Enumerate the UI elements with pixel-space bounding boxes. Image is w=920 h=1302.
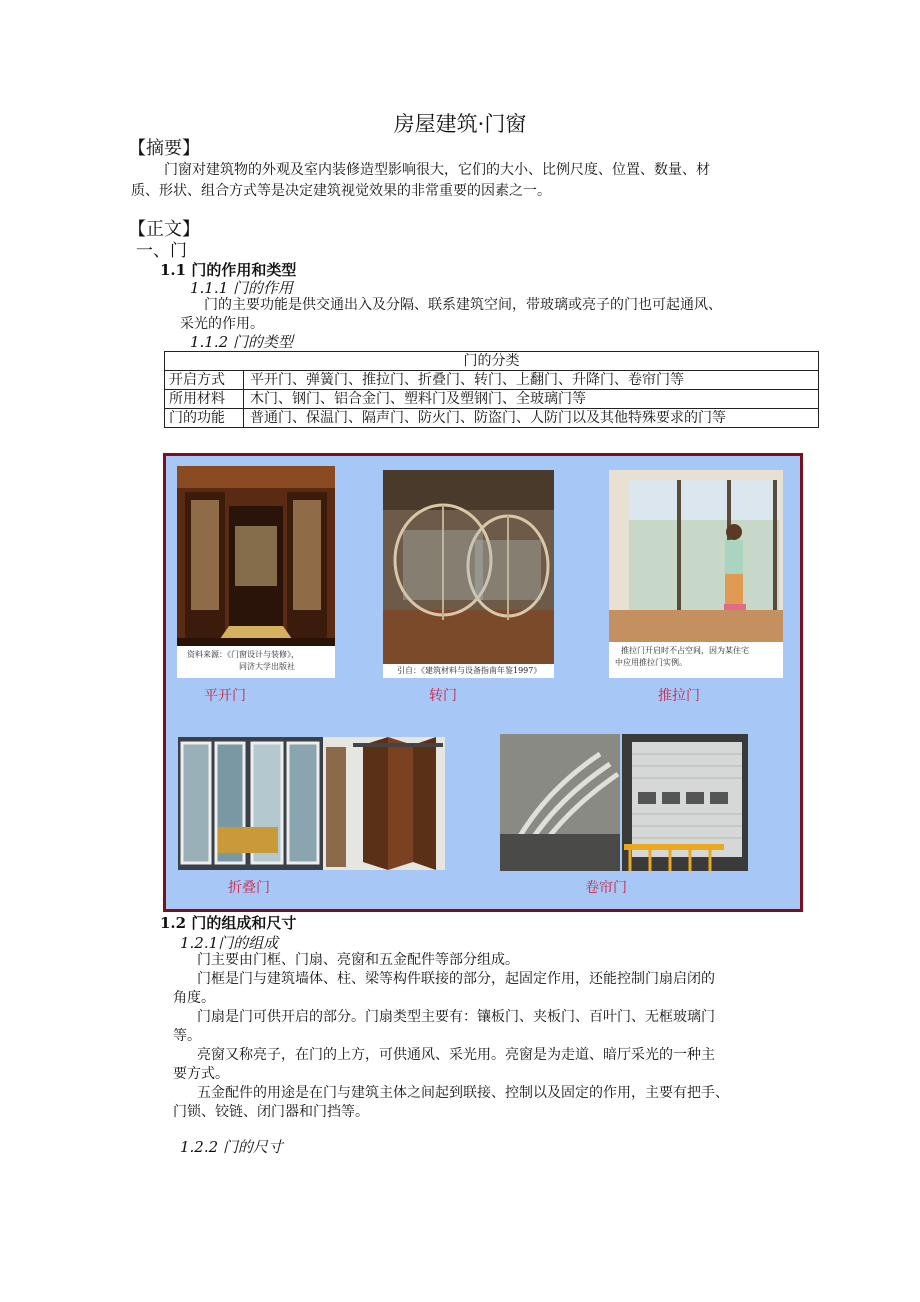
table-cell-label: 开启方式 <box>165 371 244 390</box>
table-cell-value: 普通门、保温门、隔声门、防火门、防盗门、人防门以及其他特殊要求的门等 <box>244 409 819 428</box>
hinged-door-photo <box>177 466 335 678</box>
composition-para-1: 门主要由门框、门扇、亮窗和五金配件等部分组成。 <box>197 952 519 968</box>
table-caption-row <box>165 352 819 371</box>
photo-source-note: 资料来源：《门窗设计与装修》， <box>187 650 299 659</box>
folding-door-photo <box>178 737 445 870</box>
rolling-shutter-door-photo <box>500 734 748 871</box>
function-line-1: 门的主要功能是供交通出入及分隔、联系建筑空间，带玻璃或亮子的门也可起通风、 <box>204 297 722 313</box>
abstract-line-1: 门窗对建筑物的外观及室内装修造型影响很大，它们的大小、比例尺度、位置、数量、材 <box>164 162 710 178</box>
caption-folding-door: 折叠门 <box>228 880 270 896</box>
section-1-1-heading: 1.1 门的作用和类型 <box>160 261 297 279</box>
caption-sliding-door: 推拉门 <box>658 688 700 704</box>
composition-para-3-line-2: 等。 <box>173 1028 201 1044</box>
table-row <box>165 390 819 409</box>
abstract-line-2: 质、形状、组合方式等是决定建筑视觉效果的非常重要的因素之一。 <box>131 183 551 199</box>
abstract-heading: 【摘要】 <box>128 138 200 159</box>
section-1-2-heading: 1.2 门的组成和尺寸 <box>160 914 297 932</box>
sliding-door-photo <box>609 470 783 678</box>
composition-para-5-line-2: 门锁、铰链、闭门器和门挡等。 <box>173 1104 369 1120</box>
table-caption: 门的分类 <box>165 352 819 371</box>
photo-source-note: 引自：《建筑材料与设备指南年鉴1997》 <box>397 666 542 675</box>
table-cell-label: 所用材料 <box>165 390 244 409</box>
composition-para-2-line-1: 门框是门与建筑墙体、柱、梁等构件联接的部分，起固定作用，还能控制门扇启闭的 <box>197 971 715 987</box>
composition-para-2-line-2: 角度。 <box>173 990 215 1006</box>
composition-para-4-line-2: 要方式。 <box>173 1066 229 1082</box>
photo-source-note: 推拉门开启时不占空间，因为某住宅 <box>621 646 749 655</box>
caption-rolling-door: 卷帘门 <box>585 880 627 896</box>
composition-para-3-line-1: 门扇是门可供开启的部分。门扇类型主要有：镶板门、夹板门、百叶门、无框玻璃门 <box>197 1009 715 1025</box>
section-1-1-1-heading: 1.1.1 门的作用 <box>190 279 293 297</box>
part-heading-door: 一、门 <box>136 241 187 261</box>
photo-source-note: 中应用推拉门实例。 <box>615 658 687 667</box>
composition-para-4-line-1: 亮窗又称亮子，在门的上方，可供通风、采光用。亮窗是为走道、暗厅采光的一种主 <box>197 1047 715 1063</box>
body-heading: 【正文】 <box>128 219 200 240</box>
door-classification-table <box>164 351 819 428</box>
table-cell-value: 木门、钢门、铝合金门、塑料门及塑钢门、全玻璃门等 <box>244 390 819 409</box>
table-row <box>165 371 819 390</box>
section-1-1-2-heading: 1.1.2 门的类型 <box>190 333 293 351</box>
door-types-gallery <box>163 453 803 912</box>
table-cell-value: 平开门、弹簧门、推拉门、折叠门、转门、上翻门、升降门、卷帘门等 <box>244 371 819 390</box>
caption-revolving-door: 转门 <box>429 688 457 704</box>
revolving-door-photo <box>383 470 554 678</box>
function-line-2: 采光的作用。 <box>180 316 264 332</box>
table-cell-label: 门的功能 <box>165 409 244 428</box>
table-row <box>165 409 819 428</box>
page-title: 房屋建筑·门窗 <box>393 112 527 136</box>
section-1-2-1-heading: 1.2.1门的组成 <box>180 934 279 952</box>
photo-source-note: 同济大学出版社 <box>239 662 295 671</box>
composition-para-5-line-1: 五金配件的用途是在门与建筑主体之间起到联接、控制以及固定的作用，主要有把手、 <box>197 1085 729 1101</box>
caption-hinged-door: 平开门 <box>204 688 246 704</box>
section-1-2-2-heading: 1.2.2 门的尺寸 <box>180 1138 283 1156</box>
